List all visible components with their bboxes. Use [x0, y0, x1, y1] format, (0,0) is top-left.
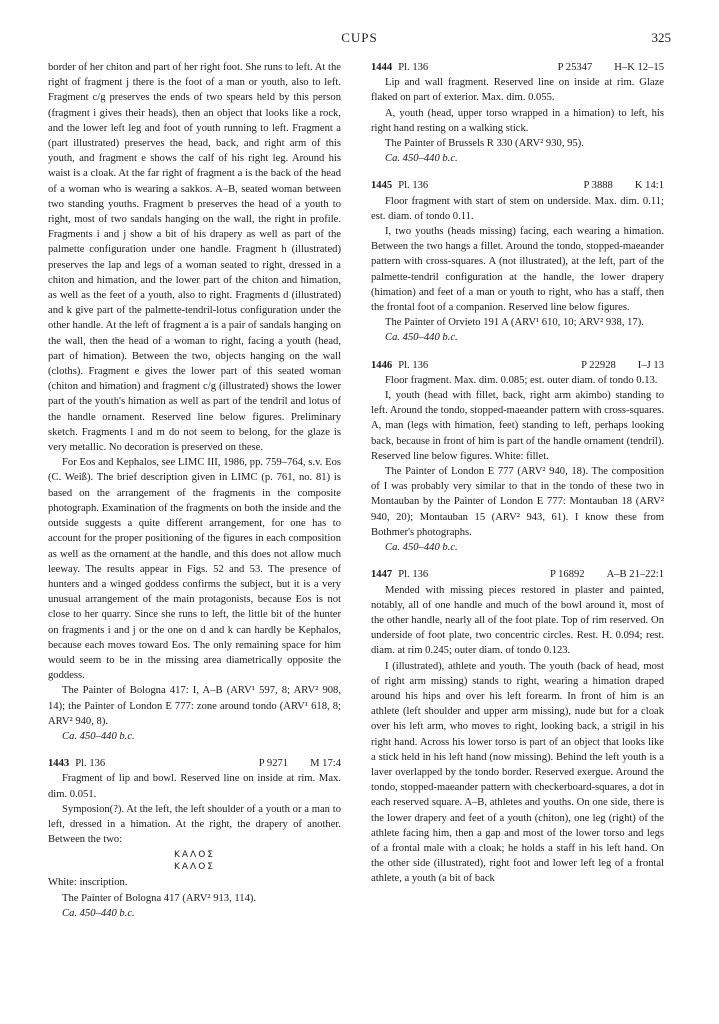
- entry-description: Floor fragment with start of stem on underside. Max. dim. 0.11; est. diam. of tondo 0.11.: [371, 195, 664, 222]
- plate-ref: Pl. 136: [75, 758, 106, 770]
- entry-header-1445: [371, 178, 664, 193]
- entry-header-1444: [371, 60, 664, 75]
- inventory-number: P 9271: [258, 758, 289, 770]
- grid-ref: M 17:4: [310, 758, 341, 770]
- right-column: [371, 60, 664, 887]
- inscription: [48, 849, 341, 873]
- entry-description: Fragment of lip and bowl. Reserved line on inside at rim. Max. dim. 0.051.: [48, 773, 341, 800]
- entry-header-1446: [371, 358, 664, 373]
- commentary-paragraph: For Eos and Kephalos, see LIMC III, 1986, pp. 759–764, s.v. Eos (C. Weiß). The brief description given in LIMC (p. 761, no. 81) is based on the arrangement of the fragments in the composite photograph. Examination of the fragments on both the inside and the outside suggests a quite different arrangement, for one has to account for the proper positioning of the figures in each composition as well as the ornament at the handle, and this does not allow much leeway. The results appear in Figs. 52 and 53. The presence of hunters and a winged goddess confirms the subject, but it is a very unusual arrangement of the main protagonists, because Eos is not close to her quarry. Since she runs to left, the little bit of the hunter on fragments i and j or the one on d and k can hardly be Kephalos, because each moves toward Eos. The only remaining space for him would seem to be in the missing area diametrically opposite the goddess.: [48, 457, 341, 682]
- entry-number: 1443: [48, 758, 70, 770]
- entry-description: Mended with missing pieces restored in plaster and painted, notably, all of one handle and much of the bowl around it, most of the other handle, nearly all of the foot plate. Top of rim reserved. On underside of foot plate, two concentric circles. Rest. H. 0.094; rest. diam. at rim 0.245; outer diam. of tondo 0.123.: [371, 584, 664, 657]
- page-number: 325: [651, 30, 671, 45]
- grid-ref: A–B 21–22:1: [606, 569, 664, 581]
- entry-text: Symposion(?). At the left, the left shoulder of a youth or a man to left, dressed in a himation. At the right, the drapery of another. Between the two:: [48, 803, 341, 846]
- entry-number: 1444: [371, 62, 393, 73]
- entry-description: Lip and wall fragment. Reserved line on inside at rim. Glaze flaked on part of exterior. Max. dim. 0.055.: [371, 77, 664, 104]
- date-line: Ca. 450–440 b.c.: [385, 332, 458, 344]
- entry-text: I (illustrated), athlete and youth. The youth (back of head, most of right arm missing) stands to right, wearing a himation draped around his hips and over his left forearm. In front of him is an athlete (left shoulder and upper arm missing), nude but for a cloak over his left arm, who moves to right, looking back, a strigil in his right hand. Across his lower torso is part of an object that looks like a stick held in his left hand (now missing). Behind the left youth is a laver overlapped by the tondo border. Reserved exergue. Around the tondo, stopped-maeander pattern with checkerboard-squares, a dot in each reserved square. A–B, athletes and youths. On one side, there is the lower drapery and feet of a youth (chiton), one leg (right) of the athlete facing him, then a gap and most of the lower torso and legs of a frontal male with a cloak; he holds a staff in his left hand. On the other side (illustrated), right foot and lower left leg of a frontal athlete, a youth (a bit of back: [371, 660, 664, 885]
- entry-text: I, two youths (heads missing) facing, each wearing a himation. Between the two hangs a fillet. Around the tondo, stopped-maeander pattern with cross-squares. A (not illustrated), at the left, part of the palmette-tendril configuration at the handle, the lower drapery (himation) and feet of a man or youth to right, who has a staff, then the frontal foot of a companion. Reserved line below figures.: [371, 226, 664, 314]
- date-line: Ca. 450–440 b.c.: [385, 542, 458, 554]
- date-line: Ca. 450–440 b.c.: [62, 907, 135, 919]
- entry-header-1447: [371, 567, 664, 582]
- date-line: Ca. 450–440 b.c.: [62, 730, 135, 742]
- entry-attribution: The Painter of Brussels R 330 (ARV² 930, 95).: [385, 138, 584, 150]
- plate-ref: Pl. 136: [398, 359, 429, 371]
- entry-number: 1445: [371, 180, 393, 192]
- attribution-paragraph: The Painter of Bologna 417: I, A–B (ARV¹ 597, 8; ARV² 908, 14); the Painter of London E 777: zone around tondo (ARV¹ 618, 8; ARV² 940, 8).: [48, 685, 341, 727]
- entry-description: Floor fragment. Max. dim. 0.085; est. outer diam. of tondo 0.13.: [385, 374, 658, 386]
- inventory-number: P 16892: [549, 569, 585, 581]
- inventory-number: P 25347: [557, 62, 593, 73]
- inscription-line: ΚΑΛΟΣ: [174, 862, 215, 873]
- entry-text: I, youth (head with fillet, back, right arm akimbo) standing to left. Around the tondo, stopped-maeander pattern with cross-squares. A, man (legs with himation, feet) standing to left, perhaps looking back, because in front of him is part of the handle ornament (tendril). Reserved line below figures. White: fillet.: [371, 390, 664, 462]
- plate-ref: Pl. 136: [398, 180, 429, 192]
- entry-text: A, youth (head, upper torso wrapped in a himation) to left, his right hand resting on a walking stick.: [371, 107, 664, 134]
- left-column: [48, 60, 341, 921]
- entry-number: 1447: [371, 569, 393, 581]
- running-title: CUPS: [341, 30, 378, 45]
- inscription-line: ΚΑΛΟΣ: [174, 850, 215, 861]
- entry-attribution: The Painter of London E 777 (ARV² 940, 18). The composition of I was probably very similar to that in the tondo of these two in Montauban by the Painter of London E 777: Montauban 18 (ARV² 940, 20); Montauban 15 (ARV² 943, 61). I know these from Bothmer's photographs.: [371, 466, 664, 538]
- plate-ref: Pl. 136: [398, 569, 429, 581]
- entry-header-1443: [48, 756, 341, 771]
- plate-ref: Pl. 136: [398, 62, 429, 73]
- grid-ref: I–J 13: [637, 359, 664, 371]
- white-note: White: inscription.: [48, 877, 128, 889]
- inventory-number: P 22928: [581, 359, 616, 371]
- inventory-number: P 3888: [583, 180, 613, 192]
- entry-attribution: The Painter of Bologna 417 (ARV² 913, 114).: [62, 892, 257, 904]
- grid-ref: H–K 12–15: [614, 62, 664, 73]
- grid-ref: K 14:1: [634, 180, 664, 192]
- entry-number: 1446: [371, 359, 393, 371]
- entry-attribution: The Painter of Orvieto 191 A (ARV¹ 610, 10; ARV² 938, 17).: [385, 317, 644, 329]
- continued-paragraph: border of her chiton and part of her right foot. She runs to left. At the right of fragment j there is the foot of a man or youth, also to left. Fragment c/g preserves the ends of two spears held by this person (fragment i gives their heads), then an object that looks like a rock, and the lower left leg and foot of youth running to left. Fragment a (part illustrated) preserves the head, back, and right arm of this youth, and fragment e shows the calf of his right leg. Around his waist is a cloak. At the far right of fragment a is the back of the head of a woman who is wearing a sakkos. A–B, seated woman between two standing youths. Fragment b preserves the head of a youth to right, most of two sandals hanging on the wall, the right in profile. Fragments i and j show a bit of his drapery as well as part of the palmette configuration under one handle. Fragment h (illustrated) preserves the lap and legs of a woman seated to right, dressed in a chiton and himation, and the lower part of the chiton and himation, as well as the feet of a youth, also to right. Fragments d (illustrated) and k give part of the palmette-tendril-lotus configuration under the other handle. At the left of fragment a is a pair of sandals hanging on the wall, then the head of a woman to right, facing a youth (head, part of himation). Between the two, objects hanging on the wall (cloths). Fragment e gives the lower part of this seated woman (chiton and himation) and fragment c/g (illustrated) shows the lower part of the youth's himation as well as part of the tendril and lotus of the handle ornament. Reserved line below figures. Preliminary sketch. Fragments l and m do not seem to belong, for the glaze is very metallic. No decoration is preserved on these.: [48, 62, 341, 454]
- date-line: Ca. 450–440 b.c.: [385, 153, 458, 165]
